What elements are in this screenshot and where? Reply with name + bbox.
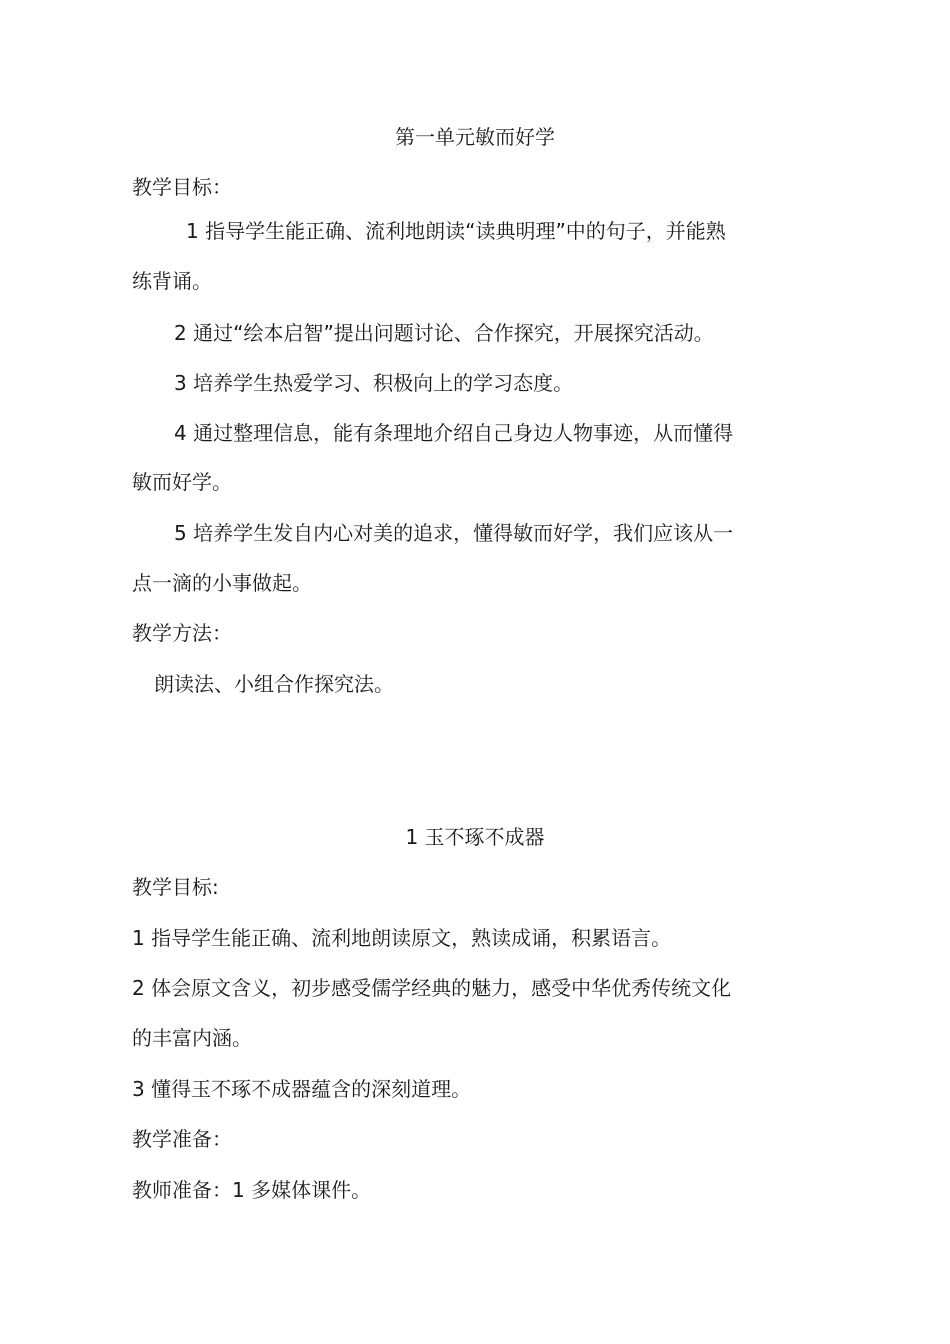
unit-goal-3: 3 培养学生热爱学习、积极向上的学习态度。 <box>174 371 574 395</box>
unit-goals-heading: 教学目标： <box>132 175 232 199</box>
lesson-goal-2-line2: 的丰富内涵。 <box>132 1026 252 1050</box>
unit-goal-4-line2: 敏而好学。 <box>132 470 232 494</box>
unit-goal-2: 2 通过“绘本启智”提出问题讨论、合作探究，开展探究活动。 <box>174 321 714 345</box>
unit-goal-5-line2: 点一滴的小事做起。 <box>132 571 312 595</box>
unit-methods-heading: 教学方法： <box>132 621 232 645</box>
unit-goal-4-line1: 4 通过整理信息，能有条理地介绍自己身边人物事迹，从而懂得 <box>174 421 734 445</box>
unit-goal-1-line2: 练背诵。 <box>132 269 212 293</box>
unit-goal-5-line1: 5 培养学生发自内心对美的追求，懂得敏而好学，我们应该从一 <box>174 521 734 545</box>
teacher-prep-text: 教师准备：1 多媒体课件。 <box>132 1178 372 1202</box>
unit-title: 第一单元敏而好学 <box>395 125 555 149</box>
lesson-goal-2-line1: 2 体会原文含义，初步感受儒学经典的魅力，感受中华优秀传统文化 <box>132 976 732 1000</box>
unit-goal-1-line1: 1 指导学生能正确、流利地朗读“读典明理”中的句子，并能熟 <box>186 219 726 243</box>
unit-methods-text: 朗读法、小组合作探究法。 <box>154 672 394 696</box>
lesson-goal-3: 3 懂得玉不琢不成器蕴含的深刻道理。 <box>132 1077 472 1101</box>
lesson-title: 1 玉不琢不成器 <box>405 825 545 849</box>
lesson-goal-1: 1 指导学生能正确、流利地朗读原文，熟读成诵，积累语言。 <box>132 926 672 950</box>
lesson-prep-heading: 教学准备： <box>132 1127 232 1151</box>
lesson-goals-heading: 教学目标: <box>132 875 219 899</box>
